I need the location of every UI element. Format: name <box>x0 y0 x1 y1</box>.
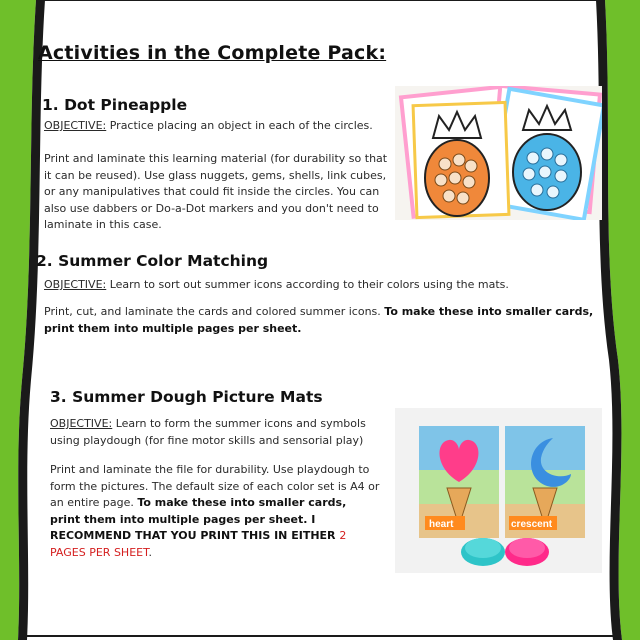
heart-label: heart <box>429 519 454 530</box>
section-1-body: Print and laminate this learning material (for durability so that it can be reused). Use glass nuggets, gems, shells, link cubes, or any manipulatives that could fit inside the circles. You can also use dabbers or Do-a-Dot markers and you don't need to laminate in this case. <box>44 152 388 231</box>
section-3-recommend-end: . <box>148 545 153 559</box>
section-3-objective <box>50 416 380 449</box>
section-1-objective-text: Practice placing an object in each of the circles. <box>106 119 373 132</box>
section-3-title: 3. Summer Dough Picture Mats <box>50 388 323 406</box>
page-heading: Activities in the Complete Pack: <box>38 42 387 64</box>
section-3-body-text: Print and laminate the file for durability. Use playdough to form the pictures. The default size of each color set is A4 or an entire page. <box>50 463 380 509</box>
dough-mats-photo <box>395 408 602 573</box>
section-2-objective <box>44 277 604 294</box>
section-2-body-bold: To make these into smaller cards, print them into multiple pages per sheet. <box>44 305 594 335</box>
section-3-objective-text: Learn to form the summer icons and symbols using playdough (for fine motor skills and sensorial play) <box>50 417 366 447</box>
section-3-body <box>50 462 380 561</box>
objective-label: OBJECTIVE: <box>50 417 113 430</box>
section-1-objective <box>44 118 389 135</box>
section-2-body-text: Print, cut, and laminate the cards and colored summer icons. <box>44 305 385 318</box>
section-2-body <box>44 304 604 337</box>
dot-pineapple-photo <box>395 86 602 220</box>
objective-label: OBJECTIVE: <box>44 278 107 291</box>
section-2-title: 2. Summer Color Matching <box>36 252 269 270</box>
section-2-objective-text: Learn to sort out summer icons according to their colors using the mats. <box>106 278 509 291</box>
section-3-recommend-red: 2 PAGES PER SHEET <box>50 529 347 559</box>
section-1-title: 1. Dot Pineapple <box>42 96 188 114</box>
section-3-recommend: I RECOMMEND THAT YOU PRINT THIS IN EITHER <box>50 512 340 542</box>
objective-label: OBJECTIVE: <box>44 119 107 132</box>
crescent-label: crescent <box>511 519 553 530</box>
section-3-body-bold: To make these into smaller cards, print them into multiple pages per sheet. <box>50 496 347 526</box>
